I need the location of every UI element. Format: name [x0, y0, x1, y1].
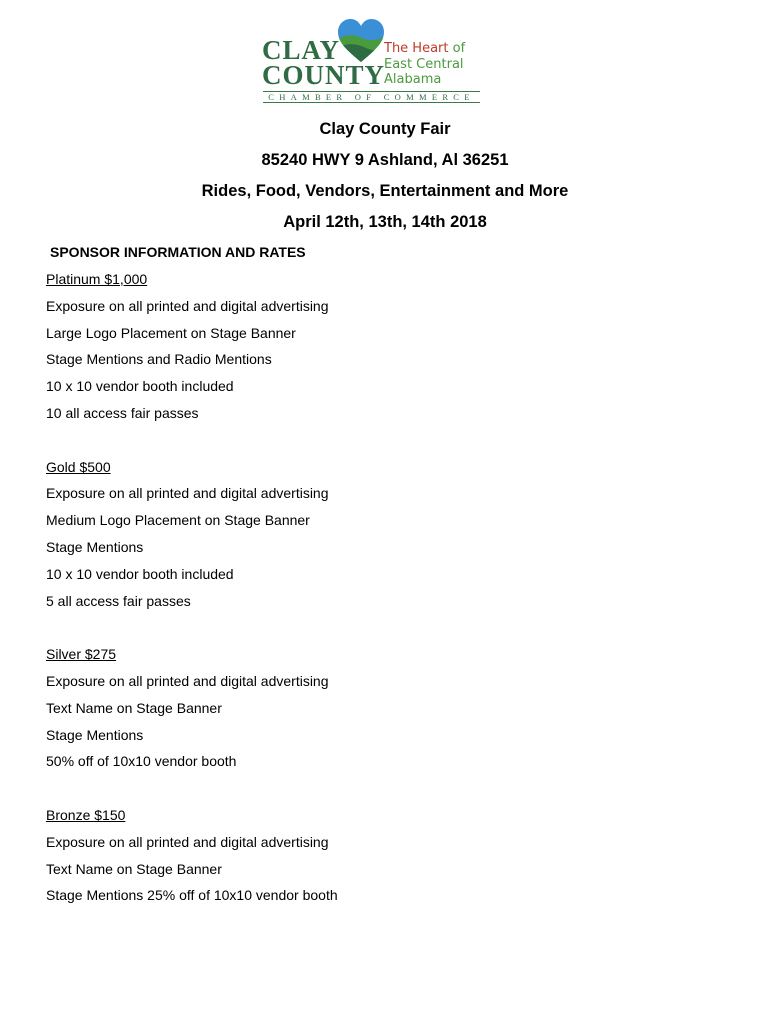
tier-benefit: Text Name on Stage Banner	[46, 699, 222, 716]
tier-benefit: Text Name on Stage Banner	[46, 860, 222, 877]
tier-title: Gold $500	[46, 458, 111, 475]
tier-spacer	[46, 617, 746, 644]
tier-benefit: Stage Mentions	[46, 538, 144, 555]
logo-word-county: COUNTY	[262, 60, 386, 90]
sponsor-section-title: SPONSOR INFORMATION AND RATES	[50, 244, 306, 260]
logo-word-clay: CLAY	[262, 35, 341, 65]
tier-silver	[46, 644, 746, 778]
tier-benefit: 10 x 10 vendor booth included	[46, 565, 234, 582]
tier-benefit: Stage Mentions 25% off of 10x10 vendor booth	[46, 887, 338, 904]
tier-spacer	[46, 778, 746, 805]
tier-benefit: 50% off of 10x10 vendor booth	[46, 753, 237, 770]
tier-gold	[46, 457, 746, 618]
tier-benefit: 10 all access fair passes	[46, 404, 199, 421]
logo-tagline-line2: East Central	[384, 57, 464, 72]
tier-title: Bronze $150	[46, 806, 126, 823]
tier-benefit: Stage Mentions	[46, 726, 144, 743]
tier-benefit: 5 all access fair passes	[46, 592, 191, 609]
logo-tagline-line3: Alabama	[384, 72, 442, 87]
tier-benefit: Exposure on all printed and digital advertising	[46, 297, 329, 314]
tier-benefit: Medium Logo Placement on Stage Banner	[46, 512, 310, 529]
heart-icon	[336, 18, 386, 64]
tier-benefit: 10 x 10 vendor booth included	[46, 378, 234, 395]
tier-bronze	[46, 805, 746, 912]
logo-tagline-line1	[384, 41, 465, 56]
tier-spacer	[46, 430, 746, 457]
logo-tagline-heart: The Heart	[384, 41, 449, 56]
tier-platinum	[46, 269, 746, 430]
tier-title: Silver $275	[46, 646, 117, 663]
logo-chamber-text: CHAMBER OF COMMERCE	[268, 92, 475, 102]
sponsor-tiers	[46, 269, 746, 912]
tier-benefit: Stage Mentions and Radio Mentions	[46, 351, 272, 368]
fair-title: Clay County Fair	[319, 120, 451, 138]
fair-address: 85240 HWY 9 Ashland, Al 36251	[261, 151, 509, 169]
clay-county-chamber-logo	[258, 18, 482, 104]
tier-benefit: Exposure on all printed and digital advertising	[46, 672, 329, 689]
tier-title: Platinum $1,000	[46, 271, 148, 287]
logo-tagline-of: of	[448, 41, 466, 56]
tier-benefit: Large Logo Placement on Stage Banner	[46, 324, 296, 341]
fair-dates: April 12th, 13th, 14th 2018	[283, 213, 487, 231]
tier-benefit: Exposure on all printed and digital advertising	[46, 833, 329, 850]
logo-divider-bottom	[263, 102, 480, 103]
tier-benefit: Exposure on all printed and digital advertising	[46, 485, 329, 502]
fair-tagline: Rides, Food, Vendors, Entertainment and More	[201, 182, 569, 200]
